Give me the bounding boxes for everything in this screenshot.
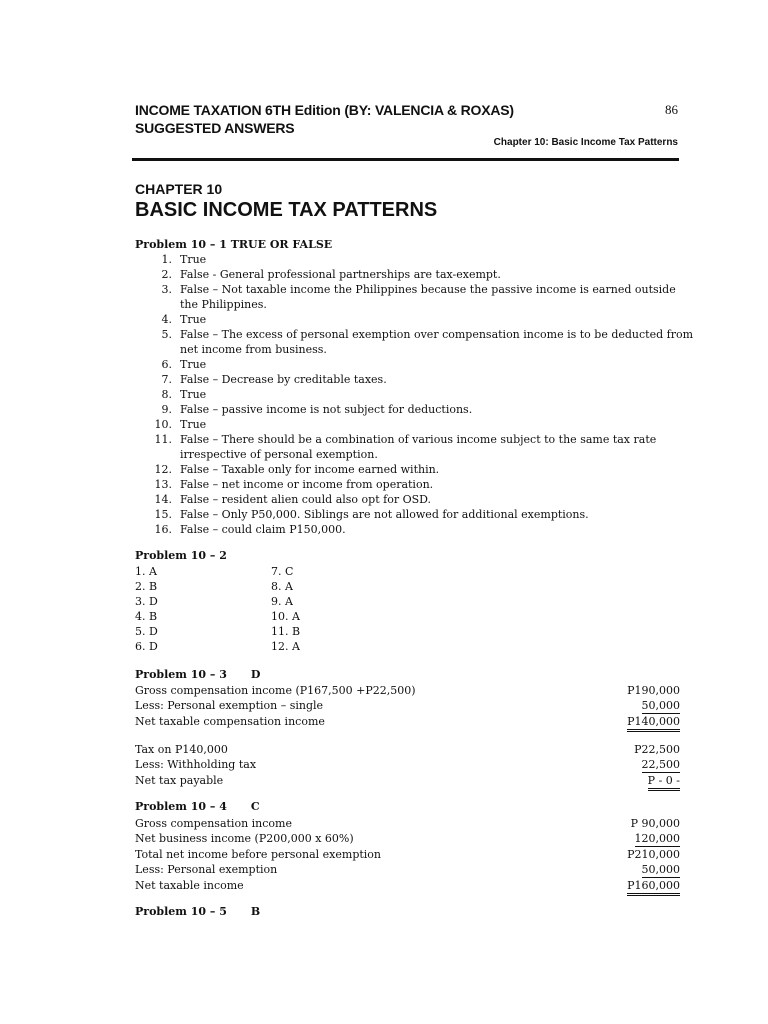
row-value: 22,500 — [641, 758, 680, 771]
list-item — [135, 462, 695, 477]
problem-4-heading — [135, 800, 260, 813]
problem-5-heading — [135, 905, 260, 918]
item-text: True — [180, 358, 207, 371]
item-number: 5. — [161, 328, 172, 341]
item-number: 16. — [154, 523, 172, 536]
list-item — [135, 522, 695, 537]
problem-2-heading: Problem 10 – 2 — [135, 549, 227, 562]
chapter-title: BASIC INCOME TAX PATTERNS — [135, 199, 438, 221]
answer-item: 9. A — [271, 595, 293, 608]
computation-row — [135, 773, 680, 791]
computation-row — [135, 683, 680, 698]
chapter-reference: Chapter 10: Basic Income Tax Patterns — [493, 137, 678, 148]
list-item — [135, 252, 695, 267]
answer-item: 1. A — [135, 565, 157, 578]
computation-row — [135, 757, 680, 773]
item-number: 15. — [154, 508, 172, 521]
row-label: Net business income (P200,000 x 60%) — [135, 832, 354, 845]
answer-item: 3. D — [135, 595, 158, 608]
list-item — [135, 417, 695, 432]
problem-5-answer: B — [250, 905, 261, 918]
row-label: Less: Withholding tax — [135, 758, 257, 771]
answer-item: 12. A — [271, 640, 300, 653]
list-item — [135, 492, 695, 507]
book-title: INCOME TAXATION 6TH Edition (BY: VALENCIA & ROXAS) — [135, 102, 514, 118]
problem-1-heading: Problem 10 – 1 TRUE OR FALSE — [135, 238, 333, 251]
problem-4-answer: C — [250, 800, 260, 813]
item-number: 1. — [161, 253, 172, 266]
list-item — [135, 267, 695, 282]
item-number: 3. — [161, 283, 172, 296]
problem-4-computation — [135, 816, 680, 896]
answer-item: 4. B — [135, 610, 158, 623]
computation-row — [135, 698, 680, 714]
item-text: True — [180, 253, 207, 266]
problem-3-title: Problem 10 – 3 — [135, 668, 227, 681]
row-label: Net tax payable — [135, 774, 224, 787]
answer-item: 7. C — [271, 565, 294, 578]
answer-item: 8. A — [271, 580, 293, 593]
problem-3-answer: D — [250, 668, 261, 681]
row-label: Total net income before personal exemption — [135, 848, 382, 861]
item-text: False – resident alien could also opt for OSD. — [180, 493, 432, 506]
computation-row — [135, 714, 680, 732]
row-value: P210,000 — [627, 848, 680, 861]
item-number: 9. — [161, 403, 172, 416]
item-text: False – could claim P150,000. — [180, 523, 346, 536]
item-number: 14. — [154, 493, 172, 506]
item-number: 4. — [161, 313, 172, 326]
row-label: Gross compensation income — [135, 817, 292, 830]
item-number: 2. — [161, 268, 172, 281]
list-item — [135, 357, 695, 372]
problem-4-title: Problem 10 – 4 — [135, 800, 227, 813]
item-text: False – There should be a combination of various income subject to the same tax rate irrespective of personal exemption. — [180, 433, 657, 461]
item-number: 6. — [161, 358, 172, 371]
item-text: False – Not taxable income the Philippines because the passive income is earned outside the Philippines. — [180, 283, 676, 311]
list-item — [135, 282, 695, 312]
multiple-choice-answer-grid — [135, 564, 435, 654]
list-item — [135, 477, 695, 492]
item-number: 10. — [154, 418, 172, 431]
list-item — [135, 402, 695, 417]
row-value: 50,000 — [641, 863, 680, 876]
list-item — [135, 312, 695, 327]
item-text: False – Taxable only for income earned within. — [180, 463, 440, 476]
computation-row — [135, 742, 680, 757]
row-value: P22,500 — [634, 743, 680, 756]
list-item — [135, 387, 695, 402]
problem-3-computation — [135, 683, 680, 791]
row-label: Less: Personal exemption – single — [135, 699, 324, 712]
answer-item: 6. D — [135, 640, 158, 653]
page-number: 86 — [665, 102, 678, 117]
problem-3-heading — [135, 668, 260, 681]
computation-row — [135, 831, 680, 847]
computation-row — [135, 862, 680, 878]
header-divider — [132, 158, 679, 161]
true-false-answer-list — [135, 252, 695, 537]
list-item — [135, 432, 695, 462]
list-item — [135, 507, 695, 522]
item-text: True — [180, 388, 207, 401]
computation-row — [135, 878, 680, 896]
item-number: 8. — [161, 388, 172, 401]
row-value: P160,000 — [627, 878, 680, 896]
row-value: P140,000 — [627, 714, 680, 732]
item-text: False - General professional partnerships are tax-exempt. — [180, 268, 501, 281]
problem-5-title: Problem 10 – 5 — [135, 905, 227, 918]
item-text: True — [180, 418, 207, 431]
answer-item: 2. B — [135, 580, 158, 593]
document-header-title — [135, 101, 514, 137]
computation-row — [135, 816, 680, 831]
item-text: False – Only P50,000. Siblings are not allowed for additional exemptions. — [180, 508, 589, 521]
row-value: 120,000 — [634, 832, 680, 845]
item-text: True — [180, 313, 207, 326]
item-number: 12. — [154, 463, 172, 476]
computation-row — [135, 847, 680, 862]
chapter-label: CHAPTER 10 — [135, 181, 223, 197]
row-label: Net taxable income — [135, 879, 244, 892]
row-label: Gross compensation income (P167,500 +P22,500) — [135, 684, 416, 697]
row-value: P 90,000 — [630, 817, 680, 830]
list-item — [135, 327, 695, 357]
item-text: False – net income or income from operation. — [180, 478, 434, 491]
list-item — [135, 372, 695, 387]
suggested-answers-label: SUGGESTED ANSWERS — [135, 120, 295, 136]
item-number: 7. — [161, 373, 172, 386]
answer-item: 5. D — [135, 625, 158, 638]
spacer — [135, 732, 680, 742]
item-number: 13. — [154, 478, 172, 491]
row-value: P190,000 — [627, 684, 680, 697]
row-label: Less: Personal exemption — [135, 863, 278, 876]
item-text: False – passive income is not subject for deductions. — [180, 403, 473, 416]
row-label: Net taxable compensation income — [135, 715, 325, 728]
row-value: 50,000 — [641, 699, 680, 712]
answer-item: 10. A — [271, 610, 300, 623]
row-label: Tax on P140,000 — [135, 743, 228, 756]
item-text: False – The excess of personal exemption over compensation income is to be deducted from net income from business. — [180, 328, 694, 356]
answer-item: 11. B — [271, 625, 301, 638]
row-value: P - 0 - — [648, 773, 680, 791]
item-text: False – Decrease by creditable taxes. — [180, 373, 387, 386]
item-number: 11. — [154, 433, 172, 446]
